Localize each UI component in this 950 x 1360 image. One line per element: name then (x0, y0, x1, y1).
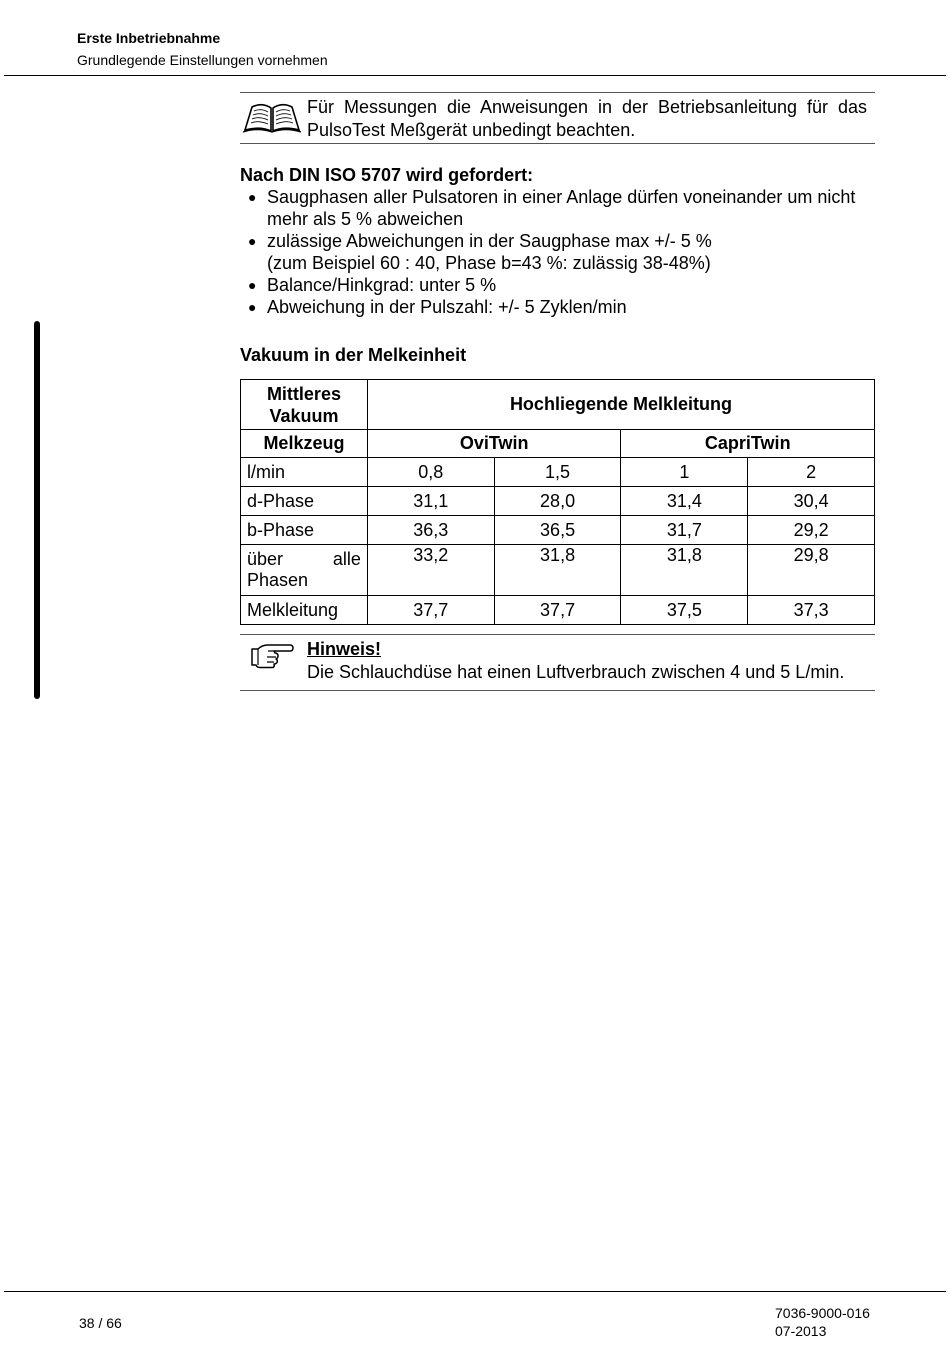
table-row (241, 458, 875, 487)
document-info (775, 1304, 870, 1340)
page-number: 38 / 66 (79, 1315, 122, 1331)
table-row (241, 516, 875, 545)
table-cell: 1 (621, 458, 748, 487)
note-hint (240, 634, 875, 691)
row-label: d-Phase (241, 487, 368, 516)
table-cell: 28,0 (494, 487, 621, 516)
table-cell: 2 (748, 458, 875, 487)
list-item-continuation: (zum Beispiel 60 : 40, Phase b=43 %: zulässig 38-48%) (267, 253, 711, 273)
table-cell: 31,4 (621, 487, 748, 516)
table-cell: 37,7 (494, 596, 621, 625)
header-cell-main: Hochliegende Melkleitung (367, 380, 874, 430)
header-subtitle: Grundlegende Einstellungen vornehmen (77, 52, 328, 68)
note-hint-title: Hinweis! (307, 639, 382, 659)
bullet-icon: ● (248, 277, 257, 293)
row-label: b-Phase (241, 516, 368, 545)
open-book-icon (242, 99, 302, 138)
header-cell-ovitwin: OviTwin (367, 430, 621, 458)
header-rule (4, 75, 946, 76)
list-item: ● Saugphasen aller Pulsatoren in einer Anlage dürfen voneinander um nicht mehr als 5 % abweichen (248, 187, 856, 229)
note-book (240, 92, 875, 144)
pointing-hand-icon (250, 643, 294, 674)
vacuum-heading: Vakuum in der Melkeinheit (240, 345, 467, 365)
table-cell: 29,8 (748, 545, 875, 596)
note-book-text: Für Messungen die Anweisungen in der Betriebsanleitung für das PulsoTest Meßgerät unbedingt beachten. (307, 97, 867, 140)
vacuum-table (240, 379, 875, 625)
table-cell: 37,3 (748, 596, 875, 625)
footer-rule (4, 1291, 946, 1292)
din-list (248, 186, 878, 318)
table-cell: 31,7 (621, 516, 748, 545)
table-cell: 31,8 (621, 545, 748, 596)
row-label: l/min (241, 458, 368, 487)
table-cell: 36,3 (367, 516, 494, 545)
table-cell: 37,7 (367, 596, 494, 625)
table-cell: 1,5 (494, 458, 621, 487)
table-cell: 37,5 (621, 596, 748, 625)
bullet-icon: ● (248, 189, 257, 205)
table-cell: 0,8 (367, 458, 494, 487)
change-bar (34, 321, 40, 699)
din-heading: Nach DIN ISO 5707 wird gefordert: (240, 165, 534, 185)
table-cell: 36,5 (494, 516, 621, 545)
document-date: 07-2013 (775, 1323, 827, 1339)
bullet-icon: ● (248, 299, 257, 315)
table-cell: 33,2 (367, 545, 494, 596)
table-header-row (241, 380, 875, 430)
table-row (241, 596, 875, 625)
header-cell-melkzeug: Melkzeug (241, 430, 368, 458)
note-hint-body: Die Schlauchdüse hat einen Luftverbrauch zwischen 4 und 5 L/min. (307, 662, 845, 682)
header-cell-vacuum: Mittleres Vakuum (241, 380, 368, 430)
table-cell: 31,8 (494, 545, 621, 596)
list-item: ● Balance/Hinkgrad: unter 5 % (248, 275, 497, 295)
row-label: über alle Phasen (241, 545, 368, 596)
table-subheader-row (241, 430, 875, 458)
header-cell-capritwin: CapriTwin (621, 430, 875, 458)
list-item: ● Abweichung in der Pulszahl: +/- 5 Zyklen/min (248, 297, 627, 317)
document-number: 7036-9000-016 (775, 1305, 870, 1321)
header-title: Erste Inbetriebnahme (77, 30, 221, 46)
note-hint-text (307, 638, 867, 684)
row-label: Melkleitung (241, 596, 368, 625)
table-row (241, 545, 875, 596)
table-row (241, 487, 875, 516)
list-item: ● zulässige Abweichungen in der Saugphase max +/- 5 % (zum Beispiel 60 : 40, Phase b=43 %: zulässig 38-48%) (248, 230, 878, 274)
bullet-icon: ● (248, 233, 257, 249)
table-cell: 30,4 (748, 487, 875, 516)
table-cell: 31,1 (367, 487, 494, 516)
table-cell: 29,2 (748, 516, 875, 545)
